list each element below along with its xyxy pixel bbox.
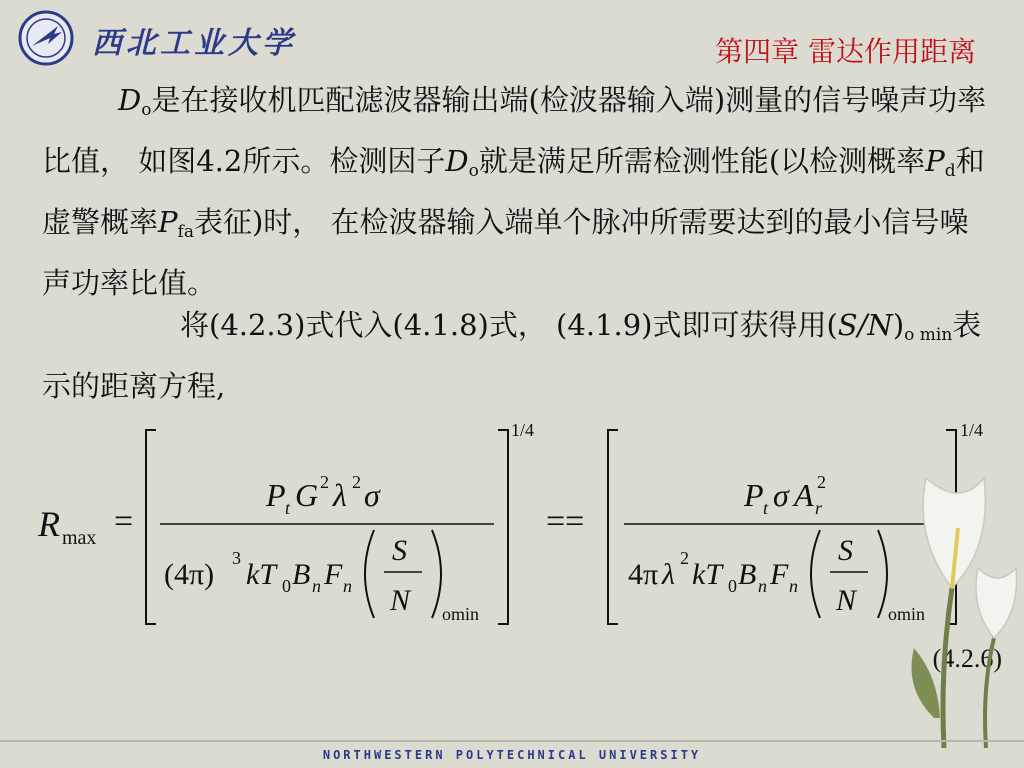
paragraph2-close-paren: ) [892,308,905,342]
chapter-title: 第四章 雷达作用距离 [715,35,976,68]
right-num-r-sub: r [815,498,823,518]
sn-symbol: S/N [837,308,893,342]
left-den-b: B [292,558,311,591]
right-exponent: 1/4 [960,420,984,440]
paragraph1-text-b: 就是满足所需检测性能(以检测概率 [478,144,926,178]
university-name: 西北工业大学 [92,26,296,61]
right-den-f: F [770,558,789,591]
left-omin-sub: omin [442,604,480,624]
left-frac-s: S [392,534,407,567]
d0-subscript-2: o [468,161,479,181]
left-num-lambda: λ [333,477,347,513]
right-num-p: P [744,477,764,513]
paragraph-detection-factor [42,75,992,309]
left-open-bracket [146,430,156,624]
left-frac-n: N [390,584,411,617]
pd-subscript: d [944,161,956,181]
left-exponent: 1/4 [511,420,535,440]
footer [0,740,1024,768]
left-num-g: G [295,477,319,513]
left-den-n2-sub: n [343,576,352,596]
right-num-a: A [794,477,814,513]
right-open-bracket [608,430,618,624]
left-den-n1-sub: n [312,576,321,596]
right-den-kt: kT [692,558,722,591]
footer-divider [0,740,1024,742]
lhs-r-symbol: R [38,504,60,544]
left-num-p: P [266,477,286,513]
paragraph-substitution [42,300,992,412]
paragraph2-text-b: 表示的距离方程, [42,308,982,403]
right-den-n1-sub: n [758,576,767,596]
left-den-f: F [324,558,343,591]
right-den-lambda: λ [662,558,675,591]
left-num-lambda-exp: 2 [352,472,361,492]
left-num-t-sub: t [285,498,291,518]
equation-number: (4.2.6) [932,644,1002,673]
pfa-symbol: P [158,205,178,239]
double-equals-sign: == [546,503,585,540]
d0-subscript: o [141,100,152,120]
left-den-0-sub: 0 [282,576,291,596]
left-den-kt: kT [246,558,276,591]
right-den-lambda-exp: 2 [680,548,689,568]
right-frac-n: N [836,584,857,617]
right-num-a-exp: 2 [817,472,826,492]
right-den-4pi: 4π [628,558,659,591]
paragraph1-text-a: 是在接收机匹配滤波器输出端(检波器输入端)测量的信号噪声功率比值， 如图4.2所示。检测因子 [42,83,987,178]
d0-symbol-2: D [445,144,469,178]
left-num-g-exp: 2 [320,472,329,492]
sn-subscript: o min [904,325,953,345]
paragraph2-text-a: 将(4.2.3)式代入(4.1.8)式， (4.1.9)式即可获得用( [180,308,838,342]
radar-range-equation [30,418,1010,638]
right-omin-sub: omin [888,604,926,624]
left-close-paren [432,530,441,618]
left-den-4pi: (4π) [164,558,215,591]
pd-symbol: P [925,144,945,178]
calla-lily-decoration-icon [874,418,1024,748]
right-open-paren [811,530,820,618]
right-num-sigma: σ [773,477,789,513]
right-den-0-sub: 0 [728,576,737,596]
left-open-paren [365,530,374,618]
right-num-t-sub: t [763,498,769,518]
left-num-sigma: σ [364,477,380,513]
right-frac-s: S [838,534,853,567]
paragraph1-text-c: 和虚警概率 [42,144,985,239]
university-logo-icon [18,10,74,66]
left-den-4pi-exp: 3 [232,548,241,568]
right-den-n2-sub: n [789,576,798,596]
paragraph1-text-d: 表征)时， 在检波器输入端单个脉冲所需要达到的最小信号噪声功率比值。 [42,205,969,300]
header [0,0,1024,72]
footer-university-name: NORTHWESTERN POLYTECHNICAL UNIVERSITY [322,748,702,762]
right-den-b: B [738,558,757,591]
left-close-bracket [498,430,508,624]
first-equals-sign: = [114,503,134,540]
d0-symbol: D [118,83,142,117]
pfa-subscript: fa [177,222,194,242]
lhs-max-subscript: max [62,527,97,549]
